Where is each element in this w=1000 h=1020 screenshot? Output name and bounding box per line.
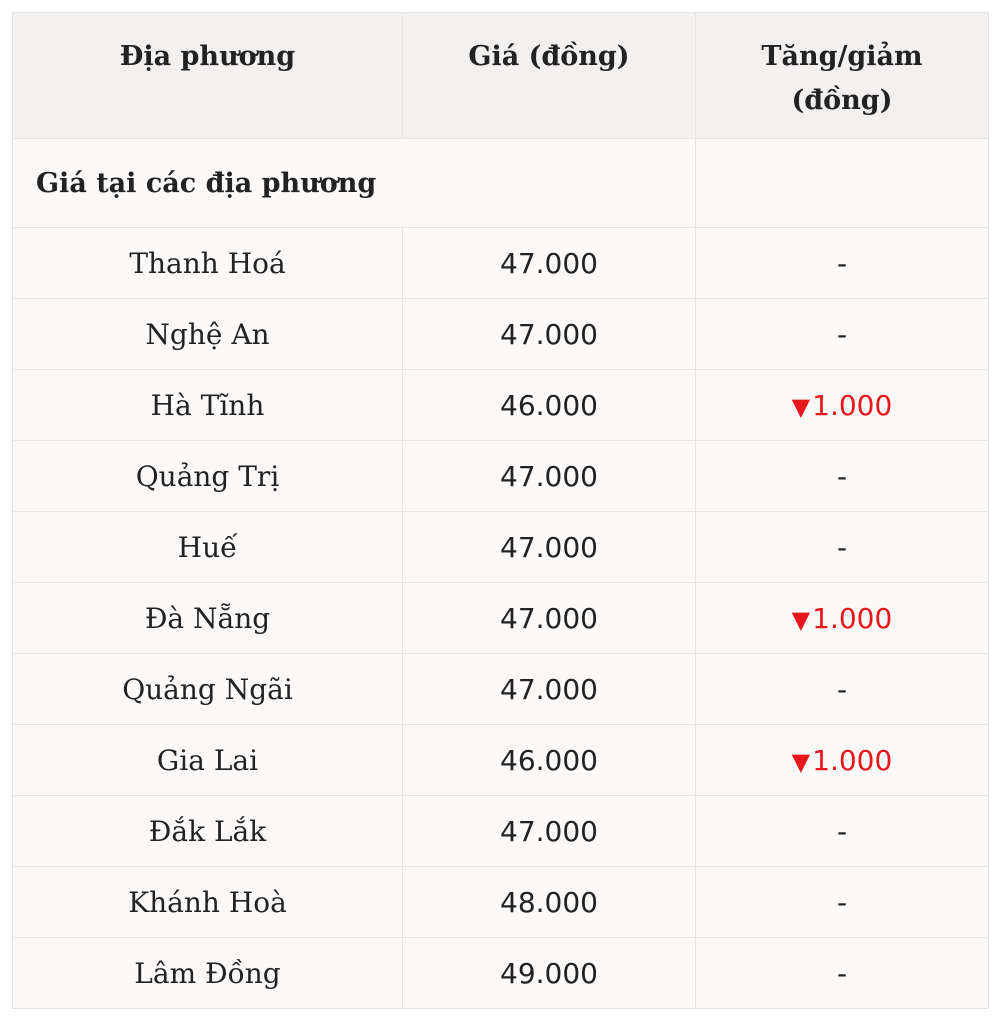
column-header-change-label: Tăng/giảm (đồng)	[761, 41, 923, 116]
region-cell: Hà Tĩnh	[13, 370, 403, 441]
change-cell: -	[696, 796, 989, 867]
price-cell: 47.000	[403, 299, 696, 370]
column-header-region: Địa phương	[13, 13, 403, 139]
price-cell: 47.000	[403, 228, 696, 299]
price-cell: 47.000	[403, 583, 696, 654]
change-cell: -	[696, 867, 989, 938]
table-row	[13, 654, 989, 725]
change-value: 1.000	[812, 388, 893, 422]
change-cell: -	[696, 299, 989, 370]
change-value: 1.000	[812, 601, 893, 635]
region-cell: Đà Nẵng	[13, 583, 403, 654]
section-empty-cell	[696, 139, 989, 228]
price-cell: 47.000	[403, 654, 696, 725]
change-cell	[696, 370, 989, 441]
table-header-row	[13, 13, 989, 139]
price-table-container	[12, 12, 988, 1009]
section-row	[13, 139, 989, 228]
change-cell: -	[696, 654, 989, 725]
change-cell: -	[696, 228, 989, 299]
table-row	[13, 796, 989, 867]
region-cell: Gia Lai	[13, 725, 403, 796]
region-cell: Lâm Đồng	[13, 938, 403, 1009]
change-value: 1.000	[812, 743, 893, 777]
price-cell: 46.000	[403, 725, 696, 796]
change-cell	[696, 725, 989, 796]
table-row	[13, 441, 989, 512]
region-cell: Khánh Hoà	[13, 867, 403, 938]
region-cell: Thanh Hoá	[13, 228, 403, 299]
region-cell: Đắk Lắk	[13, 796, 403, 867]
column-header-change	[696, 13, 989, 139]
table-row	[13, 512, 989, 583]
price-cell: 47.000	[403, 796, 696, 867]
table-row	[13, 299, 989, 370]
change-cell: -	[696, 938, 989, 1009]
table-row	[13, 938, 989, 1009]
change-cell: -	[696, 441, 989, 512]
price-cell: 46.000	[403, 370, 696, 441]
region-cell: Huế	[13, 512, 403, 583]
region-cell: Nghệ An	[13, 299, 403, 370]
down-triangle-icon: ▼	[791, 392, 811, 421]
down-triangle-icon: ▼	[791, 747, 811, 776]
table-row	[13, 725, 989, 796]
region-cell: Quảng Ngãi	[13, 654, 403, 725]
price-cell: 47.000	[403, 441, 696, 512]
price-cell: 48.000	[403, 867, 696, 938]
price-table	[12, 12, 989, 1009]
table-row	[13, 228, 989, 299]
section-label: Giá tại các địa phương	[13, 139, 696, 228]
column-header-price: Giá (đồng)	[403, 13, 696, 139]
price-cell: 47.000	[403, 512, 696, 583]
down-triangle-icon: ▼	[791, 605, 811, 634]
table-row	[13, 867, 989, 938]
table-row	[13, 370, 989, 441]
price-cell: 49.000	[403, 938, 696, 1009]
change-cell: -	[696, 512, 989, 583]
change-cell	[696, 583, 989, 654]
region-cell: Quảng Trị	[13, 441, 403, 512]
table-row	[13, 583, 989, 654]
